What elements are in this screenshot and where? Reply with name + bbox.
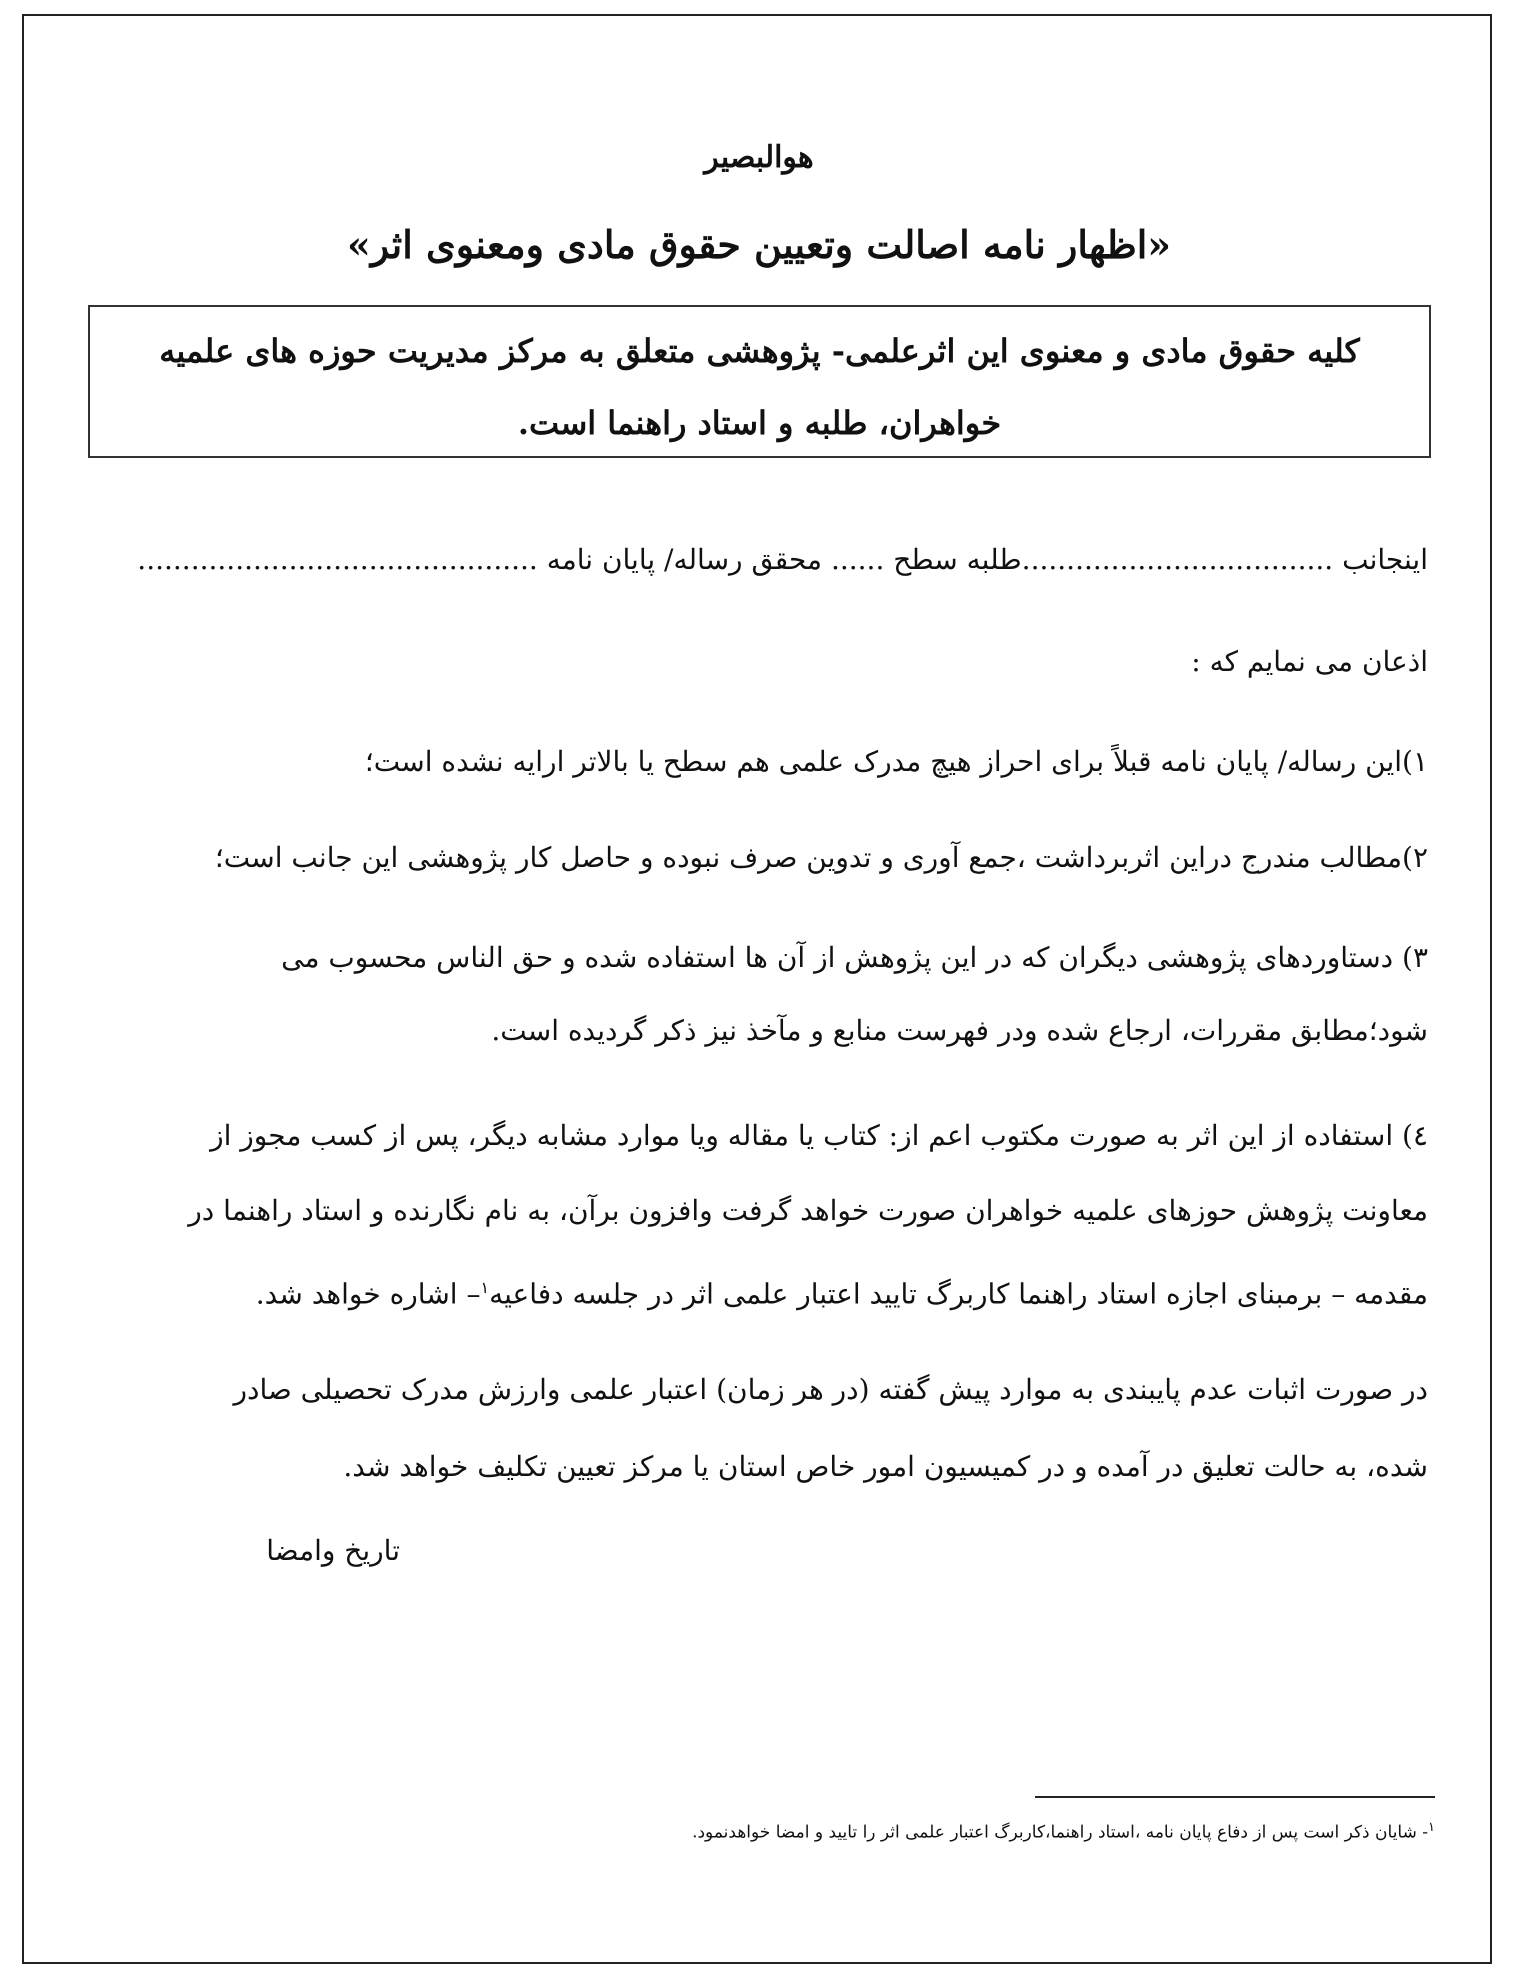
notice-line-2: خواهران، طلبه و استاد راهنما است. — [517, 404, 1002, 442]
clause-1: ۱)این رساله/ پایان نامه قبلاً برای احراز هیچ مدرک علمی هم سطح یا بالاتر ارایه نشده است؛ — [364, 745, 1428, 778]
declarant-fill-line: اینجانب ...................................طلبه سطح ...... محقق رساله/ پایان نامه ............................................. — [137, 543, 1428, 576]
clause-3-line-2: شود؛مطابق مقررات، ارجاع شده ودر فهرست منابع و مآخذ نیز ذکر گردیده است. — [491, 1014, 1428, 1047]
copyright-notice-box — [88, 305, 1431, 458]
clause-4-line-3-end: – اشاره خواهد شد. — [255, 1277, 481, 1311]
footnote — [560, 1815, 1435, 1846]
notice-line-1: کلیه حقوق مادی و معنوی این اثرعلمی- پژوهشی متعلق به مرکز مدیریت حوزه های علمیه — [159, 332, 1360, 370]
penalty-line-1: در صورت اثبات عدم پایبندی به موارد پیش گفته (در هر زمان) اعتبار علمی وارزش مدرک تحصیلی صادر — [233, 1373, 1428, 1406]
clause-4-line-3-text: مقدمه – برمبنای اجازه استاد راهنما کاربرگ تایید اعتبار علمی اثر در جلسه دفاعیه — [489, 1277, 1428, 1311]
penalty-line-2: شده، به حالت تعلیق در آمده و در کمیسیون امور خاص استان یا مرکز تعیین تکلیف خواهد شد. — [343, 1450, 1428, 1483]
clause-2: ۲)مطالب مندرج دراین اثربرداشت ،جمع آوری و تدوین صرف نبوده و حاصل کار پژوهشی این جانب است؛ — [214, 841, 1428, 874]
clause-4-line-3 — [110, 1268, 1428, 1314]
footnote-text: - شایان ذکر است پس از دفاع پایان نامه ،استاد راهنما،کاربرگ اعتبار علمی اثر را تایید و امضا خواهدنمود. — [692, 1822, 1429, 1843]
clause-4-line-2: معاونت پژوهش حوزهای علمیه خواهران صورت خواهد گرفت وافزون برآن، به نام نگارنده و استاد راهنما در — [188, 1194, 1428, 1227]
footnote-reference: ۱ — [480, 1278, 490, 1297]
date-and-signature: تاریخ وامضا — [266, 1534, 400, 1567]
declaration-intro: اذعان می نمایم که : — [1191, 645, 1428, 678]
document-title: «اظهار نامه اصالت وتعیین حقوق مادی ومعنوی اثر» — [346, 222, 1172, 267]
footnote-mark: ۱ — [1428, 1820, 1435, 1835]
bismillah-heading: هوالبصیر — [704, 140, 814, 175]
clause-3-line-1: ۳) دستاوردهای پژوهشی دیگران که در این پژوهش از آن ها استفاده شده و حق الناس محسوب می — [281, 941, 1428, 974]
footnote-divider — [1035, 1796, 1435, 1798]
clause-4-line-1: ٤) استفاده از این اثر به صورت مکتوب اعم از: کتاب یا مقاله ویا موارد مشابه دیگر، پس از کسب مجوز از — [210, 1119, 1428, 1152]
